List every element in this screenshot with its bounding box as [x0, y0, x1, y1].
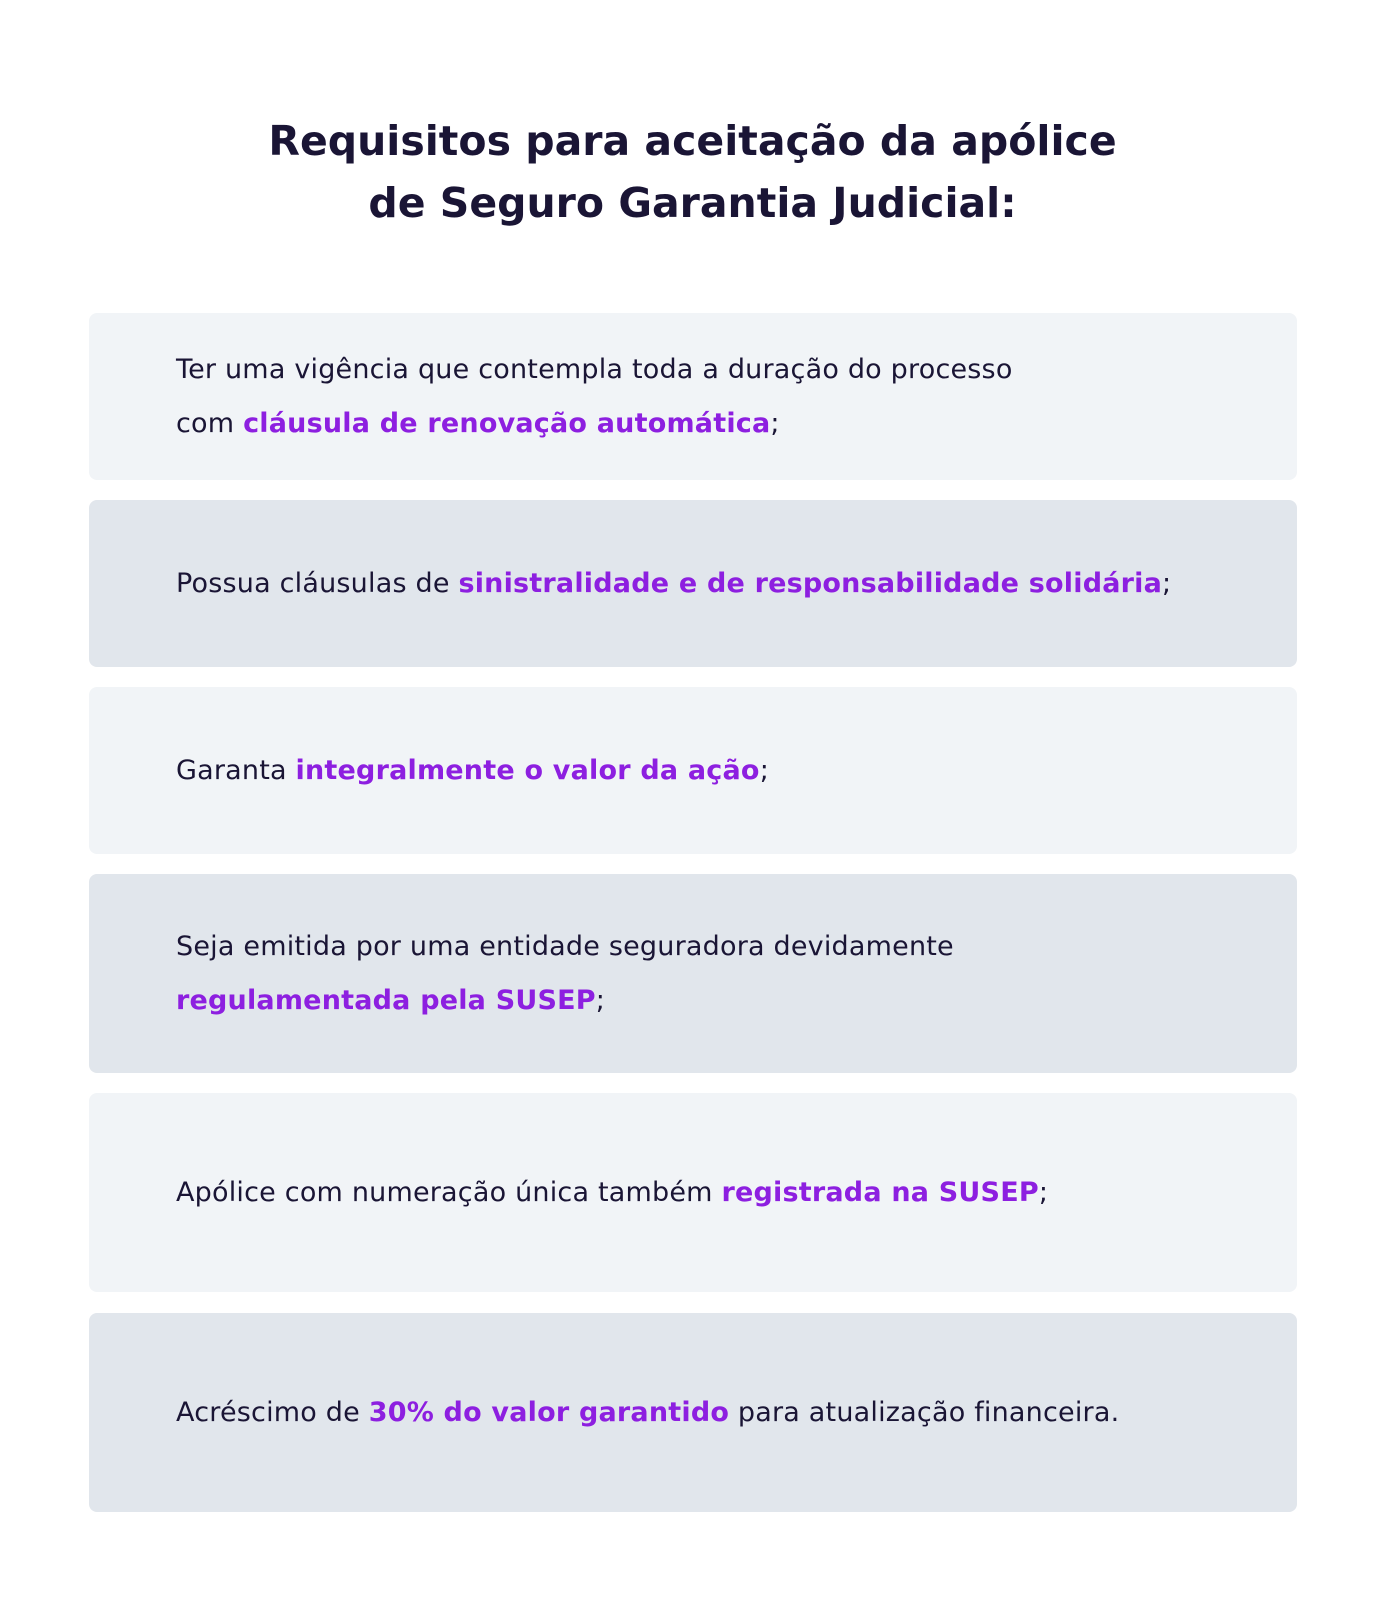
- requirement-card-5: [89, 1093, 1297, 1292]
- requirement-text: [176, 920, 954, 1028]
- requirement-suffix: ;: [1162, 567, 1172, 599]
- requirement-highlight: registrada na SUSEP: [721, 1176, 1039, 1208]
- requirement-highlight: cláusula de renovação automática: [243, 407, 771, 439]
- requirement-card-6: [89, 1313, 1297, 1512]
- requirement-prefix: Possua cláusulas de: [176, 567, 459, 599]
- requirement-card-1: [89, 313, 1297, 480]
- requirement-highlight: sinistralidade e de responsabilidade solidária: [458, 567, 1163, 599]
- requirement-text: [176, 1166, 1048, 1220]
- title-line-2: de Seguro Garantia Judicial:: [368, 179, 1017, 227]
- requirement-card-4: [89, 874, 1297, 1073]
- page-title: [0, 110, 1385, 234]
- requirement-text: [176, 1386, 1119, 1440]
- requirement-prefix: Apólice com numeração única também: [176, 1176, 722, 1208]
- title-line-1: Requisitos para aceitação da apólice: [268, 117, 1117, 165]
- requirement-suffix: ;: [770, 407, 780, 439]
- requirement-text-line-1: Seja emitida por uma entidade seguradora devidamente: [176, 930, 954, 962]
- requirement-suffix: para atualização financeira.: [729, 1396, 1120, 1428]
- requirement-text: [176, 557, 1171, 611]
- requirement-prefix: Garanta: [176, 754, 296, 786]
- requirement-card-3: [89, 687, 1297, 854]
- requirement-card-2: [89, 500, 1297, 667]
- requirement-highlight: 30% do valor garantido: [368, 1396, 730, 1428]
- requirement-highlight: integralmente o valor da ação: [295, 754, 760, 786]
- requirement-text-line-2: com: [176, 407, 244, 439]
- requirement-text: [176, 744, 769, 798]
- requirement-highlight: regulamentada pela SUSEP: [176, 984, 596, 1016]
- requirement-suffix: ;: [1038, 1176, 1049, 1208]
- requirement-text-line-1: Ter uma vigência que contempla toda a duração do processo: [176, 353, 1013, 385]
- requirement-text: [176, 343, 1013, 451]
- requirement-suffix: ;: [595, 984, 606, 1016]
- requirement-prefix: Acréscimo de: [176, 1396, 369, 1428]
- requirement-suffix: ;: [759, 754, 769, 786]
